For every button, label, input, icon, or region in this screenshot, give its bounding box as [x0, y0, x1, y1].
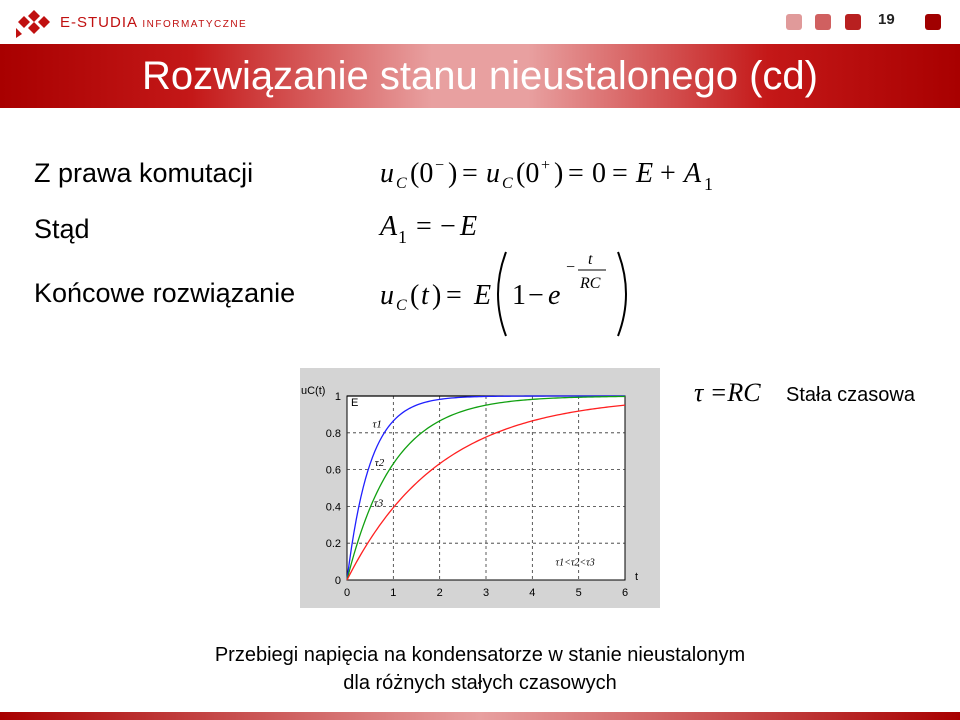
svg-text:): ) [554, 158, 564, 189]
svg-text:=: = [446, 280, 462, 311]
decor-square-3 [845, 14, 861, 30]
svg-text:e: e [548, 280, 561, 311]
svg-text:RC: RC [580, 275, 601, 292]
svg-text:=: = [416, 211, 432, 242]
caption-line-2: dla różnych stałych czasowych [343, 672, 617, 694]
y-tick-label: 0.8 [325, 427, 341, 440]
svg-text:0: 0 [592, 158, 606, 189]
y-tick-label: 1 [334, 391, 341, 403]
equation-commutation [378, 150, 758, 200]
svg-text:+: + [660, 158, 676, 189]
svg-text:1: 1 [704, 174, 713, 194]
series-label-1: τ1 [372, 418, 382, 431]
decor-square-2 [815, 14, 831, 30]
series-label-2: τ2 [374, 456, 385, 469]
svg-text:u: u [380, 280, 394, 311]
caption-line-1: Przebiegi napięcia na kondensatorze w stanie nieustalonym [214, 644, 746, 666]
svg-text:): ) [432, 280, 442, 311]
svg-text:+: + [541, 157, 551, 174]
x-tick-label: 5 [575, 587, 582, 599]
tau-definition: τ =RC [694, 378, 761, 407]
chart-panel [300, 368, 660, 608]
chart-annotation: τ1<τ2<τ3 [555, 557, 595, 569]
x-tick-label: 2 [436, 587, 443, 599]
brand-main: E-STUDIA [60, 14, 138, 31]
svg-text:C: C [396, 297, 407, 314]
tau-description: Stała czasowa [786, 384, 915, 406]
svg-text:u: u [380, 158, 394, 189]
svg-text:(0: (0 [410, 158, 434, 189]
y-tick-label: 0.2 [325, 538, 341, 551]
svg-text:): ) [448, 158, 458, 189]
svg-text:u: u [486, 158, 500, 189]
svg-text:=: = [568, 158, 584, 189]
svg-text:E: E [460, 211, 478, 242]
decor-square-4 [925, 14, 941, 30]
svg-text:E: E [474, 280, 492, 311]
label-stad: Stąd [34, 214, 90, 244]
logo-icon [14, 8, 54, 38]
svg-text:−: − [435, 157, 445, 174]
svg-text:(: ( [410, 280, 420, 311]
svg-text:−: − [440, 211, 456, 242]
svg-text:C: C [502, 175, 513, 192]
brand-name [60, 14, 247, 31]
y-axis-label: uC(t) [301, 385, 326, 397]
equation-final [378, 246, 638, 342]
svg-text:A: A [380, 211, 398, 242]
slide-title: Rozwiązanie stanu nieustalonego (cd) [142, 54, 818, 98]
svg-text:1: 1 [512, 280, 526, 311]
svg-text:A: A [684, 158, 702, 189]
y-tick-label: 0.6 [325, 464, 341, 477]
svg-text:C: C [396, 175, 407, 192]
series-label-3: τ3 [373, 497, 384, 510]
svg-text:1: 1 [398, 227, 407, 247]
svg-text:−: − [566, 259, 576, 276]
x-tick-label: 1 [390, 587, 397, 599]
svg-text:(0: (0 [516, 158, 540, 189]
decor-square-1 [786, 14, 802, 30]
y-tick-label: 0 [334, 575, 341, 587]
footer-bar [0, 712, 960, 720]
label-komutacja: Z prawa komutacji [34, 158, 254, 188]
svg-text:t: t [588, 251, 593, 268]
x-tick-label: 6 [621, 587, 629, 599]
page-number: 19 [878, 11, 895, 28]
x-tick-label: 3 [482, 587, 490, 599]
x-axis-label: t [635, 571, 639, 583]
svg-text:−: − [528, 280, 544, 311]
brand-sub: INFORMATYCZNE [142, 19, 248, 30]
x-tick-label: 0 [343, 587, 351, 599]
svg-text:=: = [612, 158, 628, 189]
label-koncowe: Końcowe rozwiązanie [34, 278, 296, 308]
x-tick-label: 4 [529, 587, 536, 599]
svg-text:E: E [636, 158, 654, 189]
asymptote-label: E [351, 397, 359, 409]
y-tick-label: 0.4 [325, 501, 341, 514]
svg-text:t: t [421, 280, 429, 311]
equation-a1 [378, 205, 518, 249]
svg-text:=: = [462, 158, 478, 189]
chart-svg [300, 368, 660, 608]
